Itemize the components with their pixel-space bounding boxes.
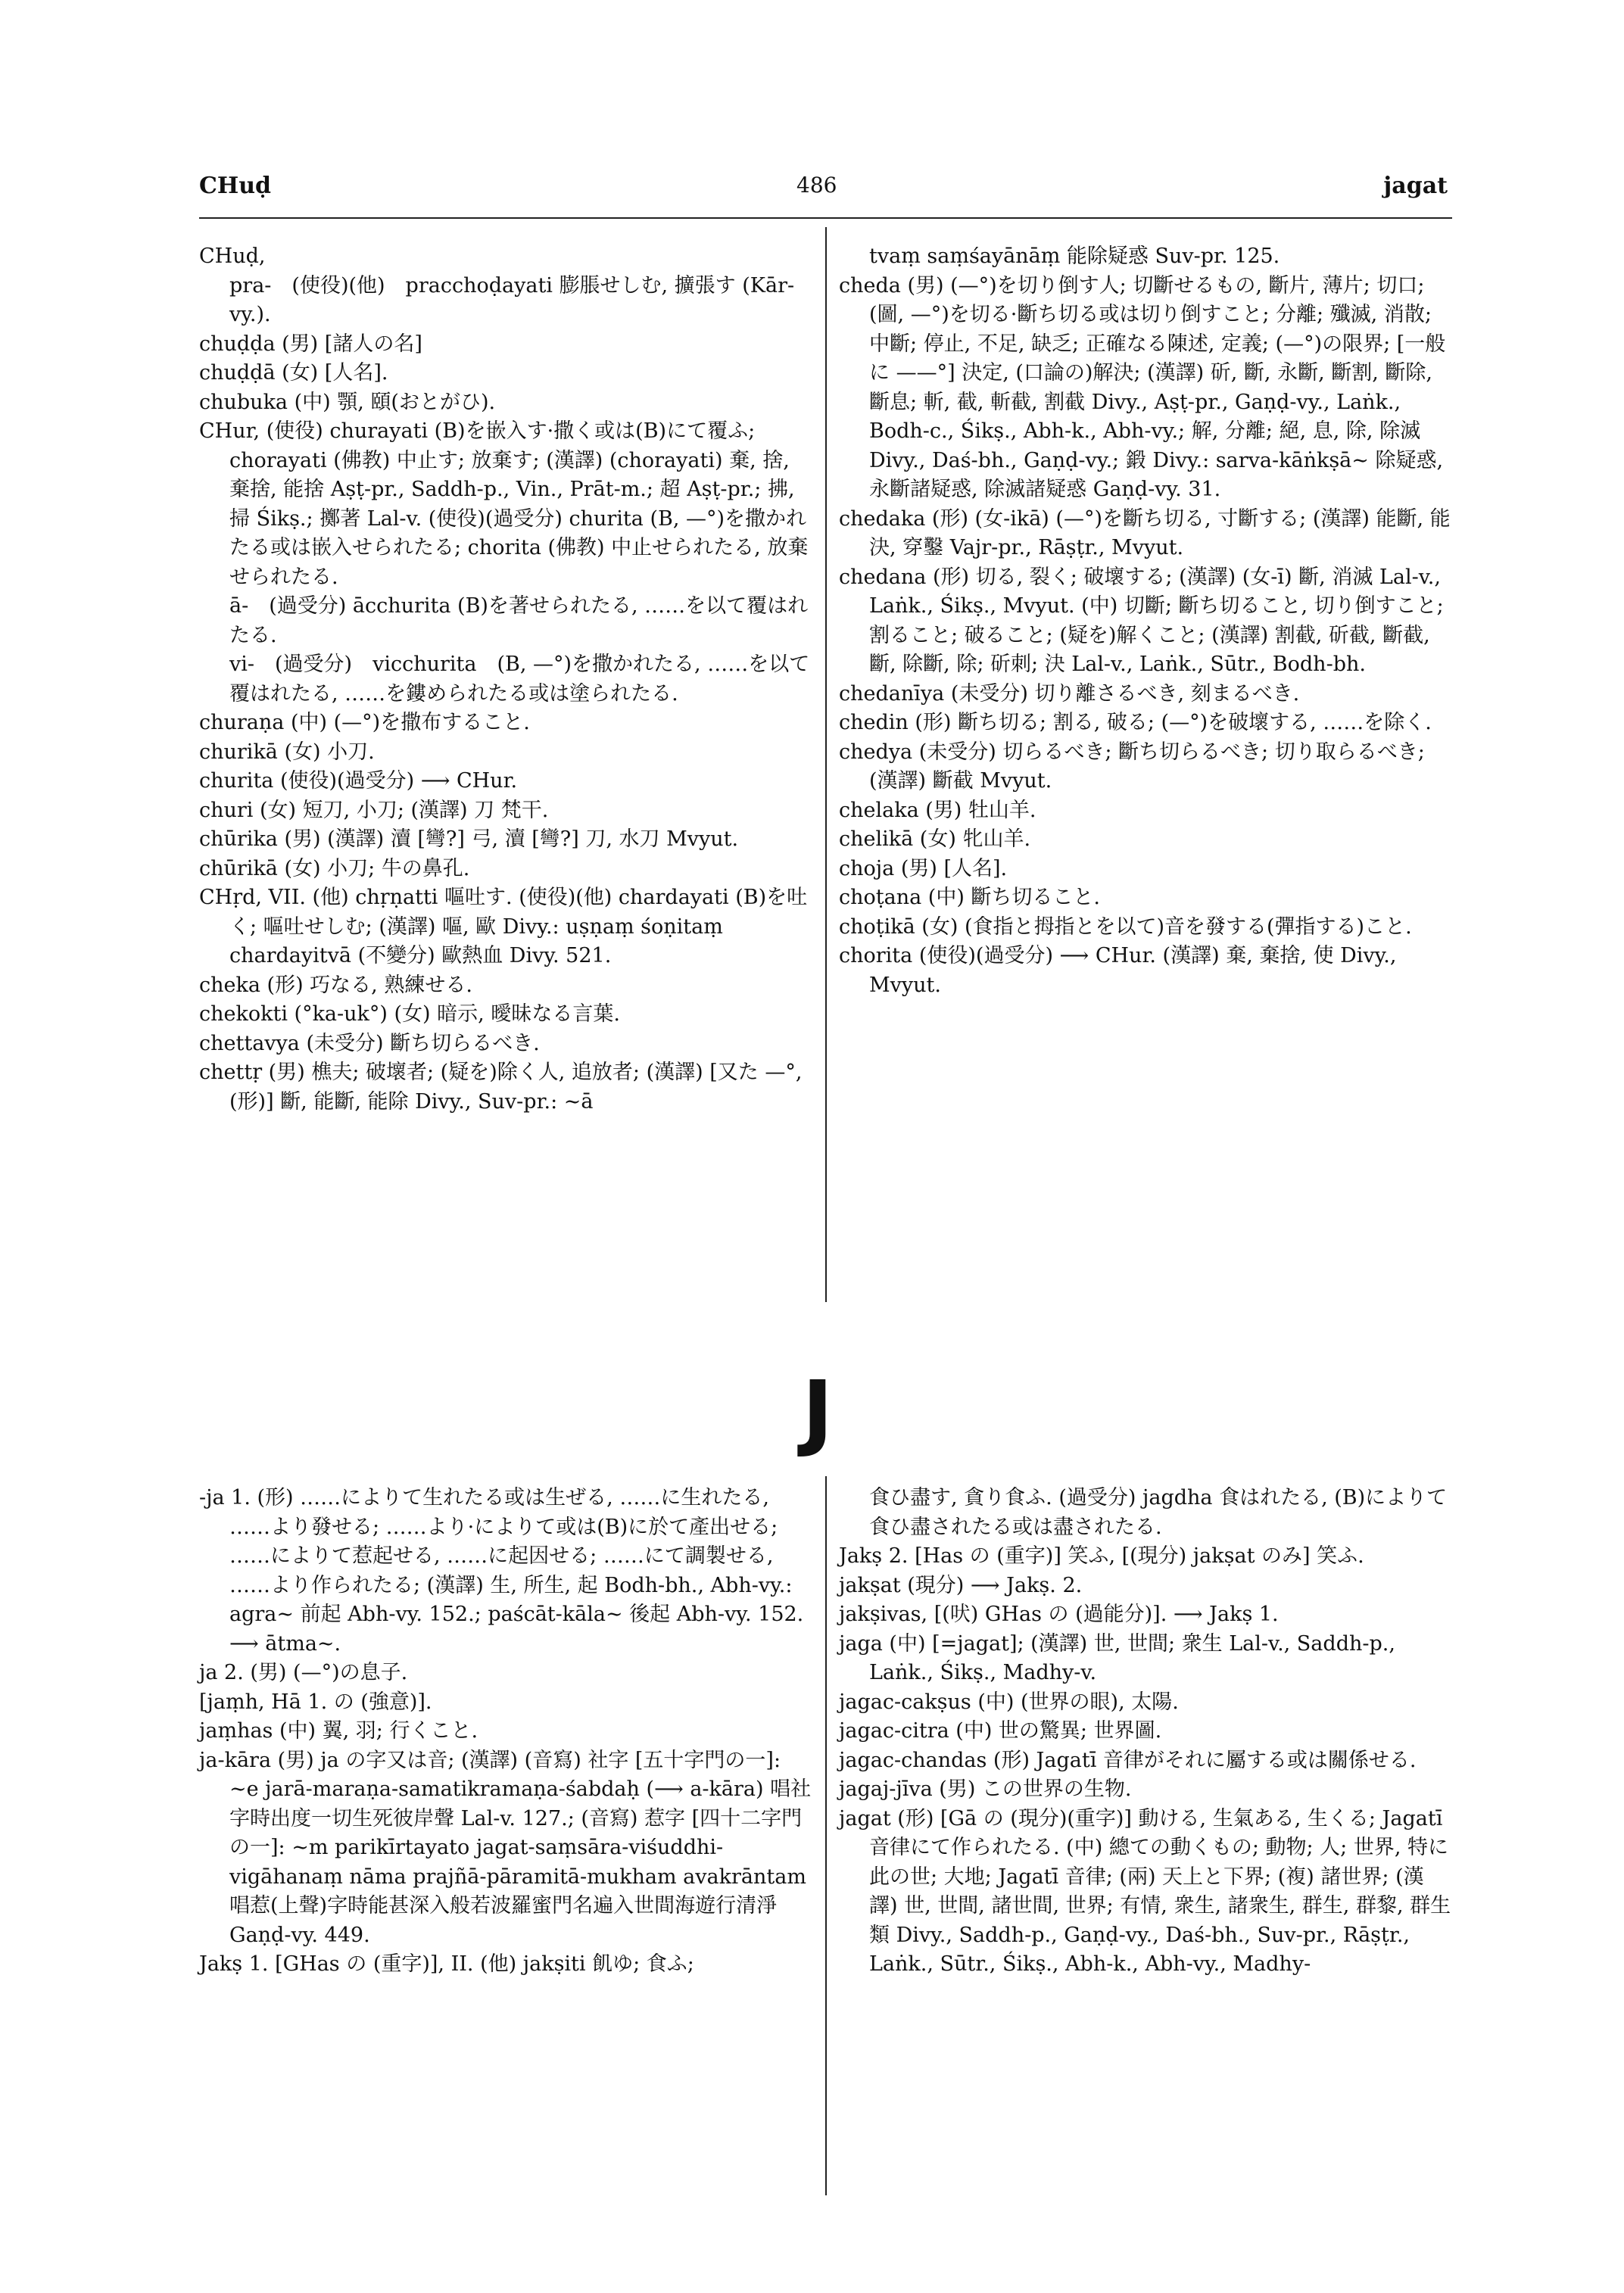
dictionary-entry: cheka (形) 巧なる, 熟練せる.: [199, 973, 472, 997]
dictionary-entry: CHṛd, VII. (他) chṛṇatti 嘔吐す. (使役)(他) chardayati (B)を吐く; 嘔吐せしむ; (漢譯) 嘔, 歐 Divy.: uṣṇaṃ śoṇitaṃ chardayitvā (不變分) 歐熱血 Divy. 521.: [199, 886, 808, 967]
running-head-right: jagat: [1383, 173, 1448, 199]
dictionary-entry: CHuḍ,: [199, 245, 266, 268]
dictionary-entry: chedya (未受分) 切らるべき; 斷ち切らるべき; 切り取らるべき; (漢譯) 斷截 Mvyut.: [839, 740, 1425, 793]
dictionary-entry: chettavya (未受分) 斷ち切らるべき.: [199, 1031, 540, 1055]
dictionary-entry: vi- (過受分) vicchurita (B, —°)を撒かれたる, ……を以て覆はれたる, ……を鏤められたる或は塗られたる.: [229, 653, 810, 706]
dictionary-entry: jagac-citra (中) 世の驚異; 世界圖.: [839, 1719, 1162, 1743]
dictionary-entry: jagac-chandas (形) Jagatī 音律がそれに屬する或は關係せる.: [839, 1748, 1417, 1772]
column-divider-top: [825, 227, 827, 1302]
dictionary-entry: chuḍḍa (男) [諸人の名]: [199, 332, 422, 356]
column-bottom-right: [839, 1484, 1452, 1980]
dictionary-entry: CHur, (使役) churayati (B)を嵌入す·撒く或は(B)にて覆ふ; chorayati (佛教) 中止す; 放棄す; (漢譯) (chorayati) 棄, 捨, 棄捨, 能捨 Aṣṭ-pr., Saddh-p., Vin., Prāt-m.; 超 Aṣṭ-pr.; 拂, 掃 Śikṣ.; 擲著 Lal-v. (使役)(過受分) churita (B, —°)を撒かれたる或は嵌入せられたる; chorita (佛教) 中止せられたる, 放棄せられたる.: [199, 419, 809, 589]
dictionary-entry: chekokti (°ka-uk°) (女) 暗示, 曖昧なる言葉.: [199, 1002, 620, 1026]
dictionary-entry: 食ひ盡す, 貪り食ふ. (過受分) jagdha 食はれたる, (B)によりて食ひ盡されたる或は盡されたる.: [869, 1486, 1448, 1539]
dictionary-entry: churaṇa (中) (—°)を撒布すること.: [199, 711, 530, 734]
dictionary-entry: tvaṃ saṃśayānāṃ 能除疑惑 Suv-pr. 125.: [869, 245, 1280, 268]
dictionary-entry: jakṣat (現分) ⟶ Jakṣ. 2.: [839, 1573, 1083, 1597]
page-number: 486: [796, 173, 837, 198]
section-letter: J: [802, 1363, 834, 1460]
dictionary-entry: chelikā (女) 牝山羊.: [839, 827, 1031, 851]
dictionary-entry: choja (男) [人名].: [839, 856, 1008, 880]
dictionary-entry: ā- (過受分) ācchurita (B)を著せられたる, ……を以て覆はれたる.: [229, 594, 809, 647]
dictionary-entry: jaṃhas (中) 翼, 羽; 行くこと.: [199, 1719, 478, 1743]
dictionary-entry: churikā (女) 小刀.: [199, 740, 375, 764]
dictionary-entry: jagaj-jīva (男) この世界の生物.: [839, 1777, 1132, 1801]
dictionary-entry: Jakṣ 1. [GHas の (重字)], II. (他) jakṣiti 飢ゆ; 食ふ;: [199, 1952, 694, 1976]
dictionary-entry: chūrikā (女) 小刀; 牛の鼻孔.: [199, 856, 470, 880]
dictionary-entry: cheda (男) (—°)を切り倒す人; 切斷せるもの, 斷片, 薄片; 切口; (圖, —°)を切る·斷ち切る或は切り倒すこと; 分離; 殲滅, 消散; 中斷; 停止, 不足, 缺乏; 正確なる陳述, 定義; (—°)の限界; [一般に ——°] 決定, (口論の)解決; (漢譯) 斫, 斷, 永斷, 斷割, 斷除, 斷息; 斬, 截, 斬截, 割截 Divy., Aṣṭ-pr., Gaṇḍ-vy., Laṅk., Bodh-c., Śikṣ., Abh-k., Abh-vy.; 解, 分離; 絕, 息, 除, 除滅 Divy., Daś-bh., Gaṇḍ-vy.; 鍛 Divy.: sarva-kāṅkṣā∼ 除疑惑, 永斷諸疑惑, 除滅諸疑惑 Gaṇḍ-vy. 31.: [839, 273, 1446, 501]
running-head-left: CHuḍ: [199, 173, 272, 199]
dictionary-entry: chelaka (男) 牡山羊.: [839, 798, 1036, 822]
dictionary-entry: pra- (使役)(他) pracchoḍayati 膨脹せしむ, 擴張す (Kār-vy.).: [229, 273, 795, 326]
dictionary-entry: chubuka (中) 顎, 頤(おとがひ).: [199, 390, 496, 414]
header-rule: [199, 217, 1452, 219]
dictionary-entry: jagac-cakṣus (中) (世界の眼), 太陽.: [839, 1690, 1179, 1714]
dictionary-entry: jagat (形) [Gā の (現分)(重字)] 動ける, 生氣ある, 生くる; Jagatī 音律にて作られたる. (中) 總ての動くもの; 動物; 人; 世界, 特に此の世; 大地; Jagatī 音律; (兩) 天上と下界; (複) 諸世界; (漢譯) 世, 世間, 諸世間, 世界; 有情, 衆生, 諸衆生, 群生, 群黎, 群生類 Divy., Saddh-p., Gaṇḍ-vy., Daś-bh., Suv-pr., Rāṣṭr., Laṅk., Sūtr., Śikṣ., Abh-k., Abh-vy., Madhy-: [839, 1806, 1451, 1976]
dictionary-entry: churi (女) 短刀, 小刀; (漢譯) 刀 梵干.: [199, 798, 549, 822]
dictionary-entry: churita (使役)(過受分) ⟶ CHur.: [199, 769, 518, 793]
dictionary-entry: chedanīya (未受分) 切り離さるべき, 刻まるべき.: [839, 681, 1300, 706]
column-top-right: [839, 242, 1452, 1000]
dictionary-entry: ja 2. (男) (—°)の息子.: [199, 1661, 408, 1684]
dictionary-entry: choṭana (中) 斷ち切ること.: [839, 886, 1101, 909]
column-divider-bottom: [825, 1476, 827, 2195]
dictionary-entry: chorita (使役)(過受分) ⟶ CHur. (漢譯) 棄, 棄捨, 使 Divy., Mvyut.: [839, 944, 1397, 997]
column-bottom-left: [199, 1484, 812, 1980]
dictionary-entry: chedaka (形) (女-ikā) (—°)を斷ち切る, 寸斷する; (漢譯) 能斷, 能決, 穿鑿 Vajr-pr., Rāṣṭr., Mvyut.: [839, 506, 1451, 559]
dictionary-entry: choṭikā (女) (食指と拇指とを以て)音を發する(彈指する)こと.: [839, 914, 1412, 939]
dictionary-entry: chūrika (男) (漢譯) 瀆 [彎?] 弓, 瀆 [彎?] 刀, 水刀 Mvyut.: [199, 827, 739, 851]
dictionary-entry: Jakṣ 2. [Has の (重字)] 笑ふ, [(現分) jakṣat のみ] 笑ふ.: [839, 1544, 1364, 1568]
dictionary-entry: chedana (形) 切る, 裂く; 破壞する; (漢譯) (女-ī) 斷, 消滅 Lal-v., Laṅk., Śikṣ., Mvyut. (中) 切斷; 斷ち切ること, 切り倒すこと; 割ること; 破ること; (疑を)解くこと; (漢譯) 割截, 斫截, 斷截, 斷, 除斷, 除; 斫刺; 決 Lal-v., Laṅk., Sūtr., Bodh-bh.: [839, 565, 1444, 676]
dictionary-entry: jakṣivas, [(吠) GHas の (過能分)]. ⟶ Jakṣ 1.: [839, 1603, 1279, 1626]
dictionary-entry: -ja 1. (形) ……によりて生れたる或は生ぜる, ……に生れたる, ……より發せる; ……より·によりて或は(B)に於て產出せる; ……によりて惹起せる, ……に起因せる; ……にて調製せる, ……より作られたる; (漢譯) 生, 所生, 起 Bodh-bh., Abh-vy.: agra∼ 前起 Abh-vy. 152.; paścāt-kāla∼ 後起 Abh-vy. 152. ⟶ ātma∼.: [199, 1486, 804, 1656]
dictionary-entry: chuḍḍā (女) [人名].: [199, 361, 388, 385]
dictionary-entry: [jaṃh, Hā 1. の (強意)].: [199, 1690, 432, 1714]
column-top-left: [199, 242, 812, 1117]
dictionary-entry: ja-kāra (男) ja の字又は音; (漢譯) (音寫) 社字 [五十字門の一]: ∼e jarā-maraṇa-samatikramaṇa-śabdaḥ (⟶ a-kāra) 唱社字時出度一切生死彼岸聲 Lal-v. 127.; (音寫) 惹字 [四十二字門の一]: ∼m parikīrtayato jagat-saṃsāra-viśuddhi-vigāhanaṃ nāma prajñā-pāramitā-mukham avakrāntam 唱惹(上聲)字時能甚深入般若波羅蜜門名遍入世間海遊行清淨 Gaṇḍ-vy. 449.: [199, 1748, 812, 1947]
dictionary-entry: chettṛ (男) 樵夫; 破壞者; (疑を)除く人, 追放者; (漢譯) [又た —°, (形)] 斷, 能斷, 能除 Divy., Suv-pr.: ∼ā: [199, 1061, 803, 1114]
dictionary-entry: jaga (中) [=jagat]; (漢譯) 世, 世間; 衆生 Lal-v., Saddh-p., Laṅk., Śikṣ., Madhy-v.: [839, 1631, 1395, 1684]
dictionary-entry: chedin (形) 斷ち切る; 割る, 破る; (—°)を破壞する, ……を除く.: [839, 711, 1432, 734]
